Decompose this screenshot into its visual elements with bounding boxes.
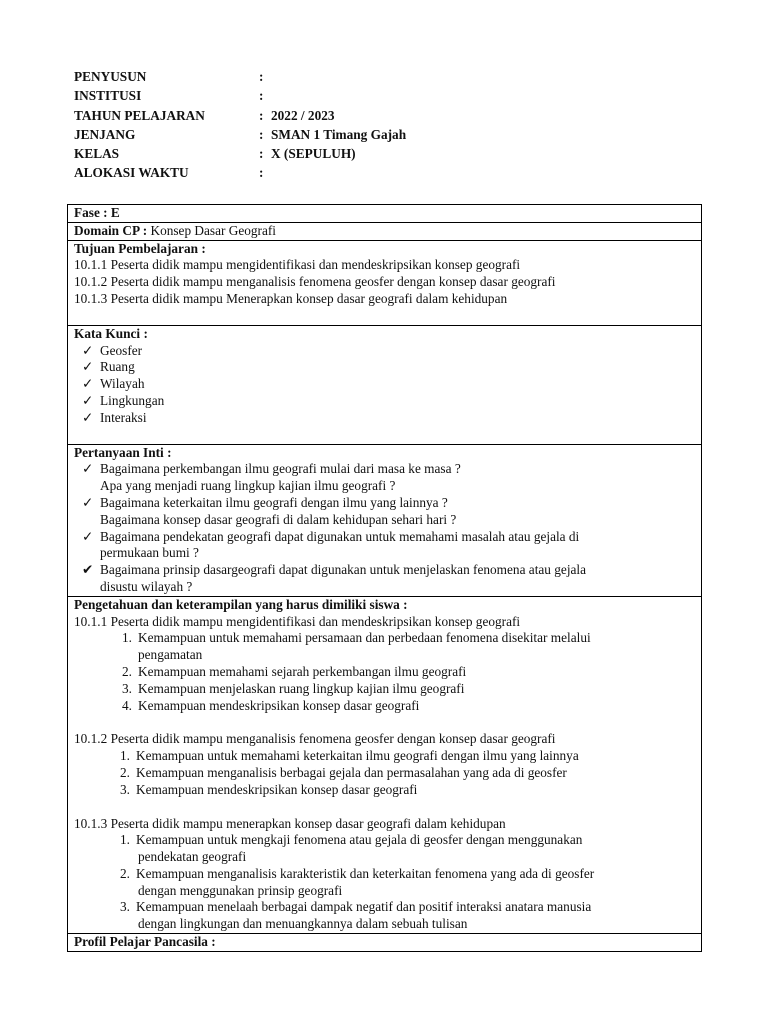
header-colon: : — [259, 165, 264, 181]
kata-kunci-cell — [68, 325, 702, 444]
tujuan-item: 10.1.2 Peserta didik mampu menganalisis fenomena geosfer dengan konsep dasar geografi — [74, 274, 556, 290]
item-continuation: pendekatan geografi — [138, 849, 247, 865]
kata-kunci-item — [74, 376, 694, 393]
domain-label: Domain CP : — [74, 222, 148, 238]
item-text: Kemampuan memahami sejarah perkembangan ilmu geografi — [138, 663, 467, 679]
kata-kunci-text: Lingkungan — [100, 392, 165, 408]
item-number: 1. — [120, 748, 130, 764]
pertanyaan-continuation: permukaan bumi ? — [100, 545, 199, 561]
header-label: TAHUN PELAJARAN — [74, 107, 205, 123]
spacer — [74, 308, 694, 325]
pengetahuan-cell — [68, 596, 702, 933]
item-text: Kemampuan untuk memahami persamaan dan perbedaan fenomena disekitar melalui — [138, 630, 591, 646]
pengetahuan-group-heading: 10.1.3 Peserta didik mampu menerapkan konsep dasar geografi dalam kehidupan — [74, 815, 506, 831]
row-pengetahuan — [68, 596, 702, 933]
item-number: 1. — [120, 832, 130, 848]
pengetahuan-item — [74, 748, 694, 765]
checkmark-icon: ✓ — [82, 342, 94, 358]
item-text: Kemampuan menganalisis berbagai gejala dan permasalahan yang ada di geosfer — [136, 764, 567, 780]
checkmark-icon: ✓ — [82, 409, 94, 425]
pengetahuan-item — [74, 698, 694, 715]
kata-kunci-text: Ruang — [100, 359, 135, 375]
pertanyaan-cell — [68, 444, 702, 596]
header-colon: : — [259, 88, 264, 104]
spacer — [74, 427, 694, 444]
row-pertanyaan — [68, 444, 702, 596]
item-text: Kemampuan mendeskripsikan konsep dasar geografi — [136, 781, 418, 797]
pengetahuan-group-heading: 10.1.2 Peserta didik mampu menganalisis fenomena geosfer dengan konsep dasar geografi — [74, 731, 556, 747]
checkmark-icon: ✓ — [82, 359, 94, 375]
header-colon: : — [259, 126, 264, 142]
kata-kunci-item — [74, 359, 694, 376]
checkmark-icon: ✓ — [82, 461, 94, 477]
item-continuation: dengan lingkungan dan menuangkannya dalam sebuah tulisan — [138, 916, 468, 932]
pengetahuan-item — [74, 664, 694, 681]
header-row-jenjang — [74, 125, 406, 144]
header-label: PENYUSUN — [74, 69, 147, 84]
spacer — [74, 714, 694, 731]
item-number: 2. — [120, 865, 130, 881]
header-row-kelas — [74, 144, 406, 163]
spacer — [74, 799, 694, 816]
item-continuation: dengan menggunakan prinsip geografi — [138, 882, 343, 898]
item-number: 3. — [122, 680, 132, 696]
header-value: SMAN 1 Timang Gajah — [271, 126, 407, 142]
header-value: X (SEPULUH) — [271, 146, 356, 162]
item-text: Kemampuan menjelaskan ruang lingkup kajian ilmu geografi — [138, 680, 465, 696]
item-text: Kemampuan mendeskripsikan konsep dasar geografi — [138, 697, 420, 713]
pengetahuan-item — [74, 681, 694, 698]
item-number: 2. — [120, 764, 130, 780]
row-tujuan — [68, 240, 702, 325]
row-domain — [68, 222, 702, 240]
profil-cell: Profil Pelajar Pancasila : — [68, 934, 702, 952]
header-colon: : — [259, 107, 264, 123]
lesson-plan-table — [67, 204, 702, 952]
kata-kunci-item — [74, 393, 694, 410]
pertanyaan-text: Bagaimana pendekatan geografi dapat digunakan untuk memahami masalah atau gejala di — [100, 528, 580, 544]
pengetahuan-item — [74, 866, 694, 883]
header-row-institusi — [74, 86, 406, 105]
header-label: INSTITUSI — [74, 88, 142, 104]
kata-kunci-title: Kata Kunci : — [74, 325, 148, 341]
checkmark-icon: ✓ — [82, 494, 94, 510]
pertanyaan-item — [74, 562, 694, 579]
tujuan-item: 10.1.1 Peserta didik mampu mengidentifikasi dan mendeskripsikan konsep geografi — [74, 257, 521, 273]
kata-kunci-item — [74, 343, 694, 360]
document-header — [74, 67, 406, 183]
pertanyaan-text: Bagaimana perkembangan ilmu geografi mulai dari masa ke masa ? — [100, 461, 461, 477]
item-number: 1. — [122, 630, 132, 646]
checkmark-icon: ✔ — [82, 562, 94, 578]
item-number: 3. — [120, 899, 130, 915]
pertanyaan-continuation: disustu wilayah ? — [100, 578, 193, 594]
checkmark-icon: ✓ — [82, 392, 94, 408]
kata-kunci-text: Wilayah — [100, 376, 145, 392]
checkmark-icon: ✓ — [82, 528, 94, 544]
item-continuation: pengamatan — [138, 647, 203, 663]
pertanyaan-item — [74, 461, 694, 478]
item-number: 3. — [120, 781, 130, 797]
item-number: 4. — [122, 697, 132, 713]
pengetahuan-item — [74, 899, 694, 916]
kata-kunci-text: Interaksi — [100, 409, 147, 425]
row-profil — [68, 934, 702, 952]
header-label: KELAS — [74, 146, 120, 162]
pertanyaan-title: Pertanyaan Inti : — [74, 444, 172, 460]
row-fase — [68, 205, 702, 223]
pengetahuan-item — [74, 630, 694, 647]
tujuan-title: Tujuan Pembelajaran : — [74, 240, 206, 256]
item-number: 2. — [122, 663, 132, 679]
header-value: 2022 / 2023 — [271, 107, 335, 123]
item-text: Kemampuan untuk mengkaji fenomena atau gejala di geosfer dengan menggunakan — [136, 832, 583, 848]
pengetahuan-title: Pengetahuan dan keterampilan yang harus dimiliki siswa : — [74, 596, 408, 612]
tujuan-cell — [68, 240, 702, 325]
pertanyaan-continuation: Bagaimana konsep dasar geografi di dalam kehidupan sehari hari ? — [100, 511, 457, 527]
pengetahuan-item — [74, 765, 694, 782]
header-colon: : — [259, 69, 264, 84]
checkmark-icon: ✓ — [82, 376, 94, 392]
header-colon: : — [259, 146, 264, 162]
item-text: Kemampuan menganalisis karakteristik dan keterkaitan fenomena yang ada di geosfer — [136, 865, 595, 881]
domain-value: Konsep Dasar Geografi — [150, 222, 277, 238]
tujuan-item: 10.1.3 Peserta didik mampu Menerapkan konsep dasar geografi dalam kehidupan — [74, 290, 508, 306]
header-label: ALOKASI WAKTU — [74, 165, 189, 181]
kata-kunci-item — [74, 410, 694, 427]
pertanyaan-item — [74, 495, 694, 512]
pertanyaan-continuation: Apa yang menjadi ruang lingkup kajian ilmu geografi ? — [100, 478, 396, 494]
pengetahuan-group-heading: 10.1.1 Peserta didik mampu mengidentifikasi dan mendeskripsikan konsep geografi — [74, 613, 521, 629]
row-kata-kunci — [68, 325, 702, 444]
fase-cell: Fase : E — [68, 205, 702, 223]
domain-cell — [68, 222, 702, 240]
pengetahuan-item — [74, 782, 694, 799]
pertanyaan-item — [74, 529, 694, 546]
header-row-tahun-pelajaran — [74, 106, 406, 125]
pertanyaan-text: Bagaimana keterkaitan ilmu geografi dengan ilmu yang lainnya ? — [100, 494, 448, 510]
item-text: Kemampuan untuk memahami keterkaitan ilmu geografi dengan ilmu yang lainnya — [136, 748, 579, 764]
kata-kunci-text: Geosfer — [100, 342, 143, 358]
pengetahuan-item — [74, 832, 694, 849]
header-row-penyusun — [74, 67, 406, 86]
item-text: Kemampuan menelaah berbagai dampak negatif dan positif interaksi anatara manusia — [136, 899, 592, 915]
header-label: JENJANG — [74, 126, 136, 142]
header-row-alokasi-waktu — [74, 163, 406, 182]
pertanyaan-text: Bagaimana prinsip dasargeografi dapat digunakan untuk menjelaskan fenomena atau gejala — [100, 562, 587, 578]
